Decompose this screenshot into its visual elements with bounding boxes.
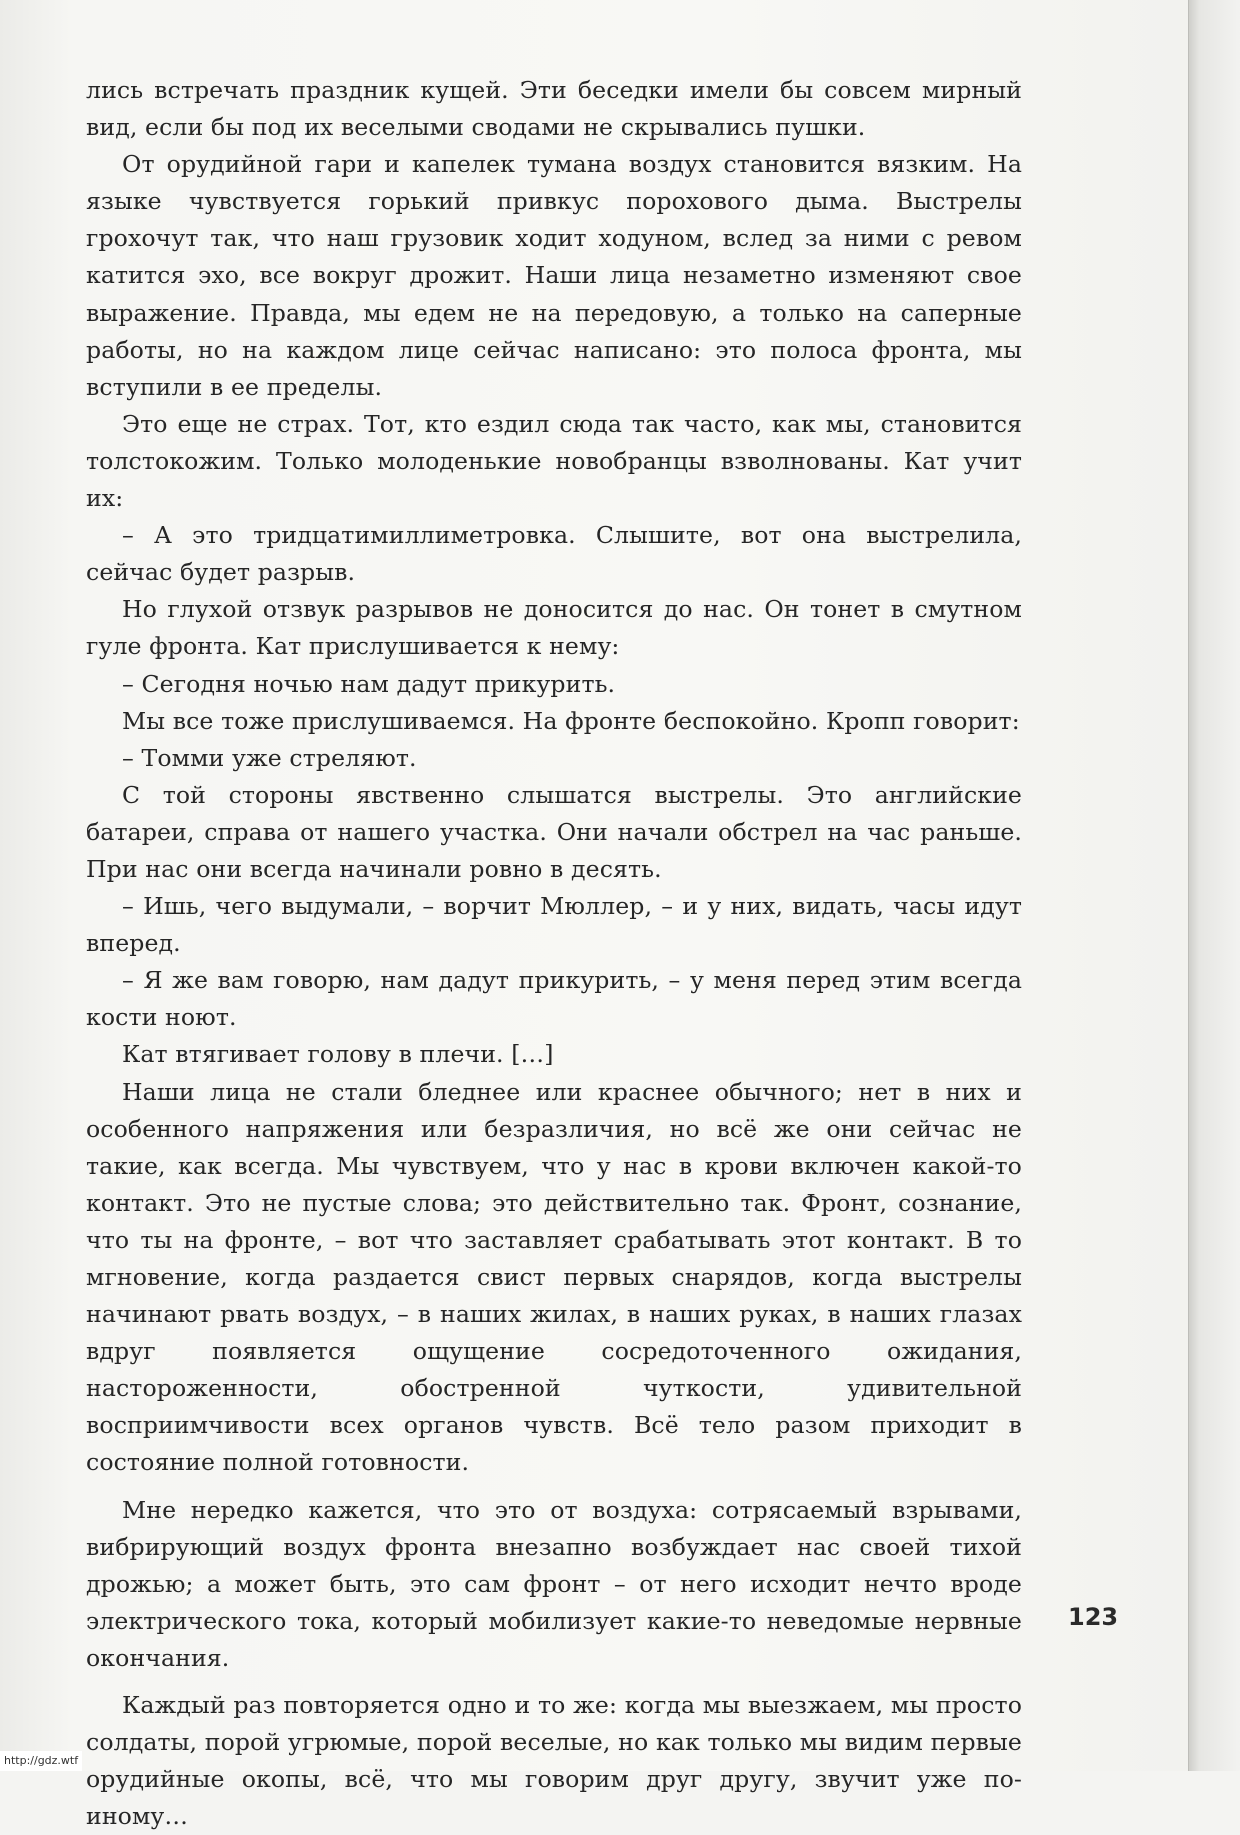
paragraph-9: С той стороны явственно слышатся выстрелы. Это английские батареи, справа от нашего участка. Они начали обстрел на час раньше. При нас они всегда начинали ровно в десять. [86,780,1022,883]
paragraph-3: Это еще не страх. Тот, кто ездил сюда так часто, как мы, становится толстокожим. Только молоденькие новобранцы взволнованы. Кат учит их: [86,409,1022,513]
paragraph-12: Кат втягивает голову в плечи. […] [122,1040,554,1069]
paragraph-2: От орудийной гари и капелек тумана воздух становится вязким. На языке чувствуется горький привкус порохового дыма. Выстрелы грохочут так, что наш грузовик ходит ходуном, вслед за ними с ревом катится эхо, все вокруг дрожит. Наши лица незаметно изменяют свое выражение. Правда, мы едем не на передовую, а только на саперные работы, но на каждом лице сейчас написано: это полоса фронта, мы вступили в ее пределы. [86,150,1022,401]
paragraph-14: Мне нередко кажется, что это от воздуха: сотрясаемый взрывами, вибрирующий воздух фронта внезапно возбуждает нас своей тихой дрожью; а может быть, это сам фронт – от него исходит нечто вроде электрического тока, который мобилизует какие-то неведомые нервные окончания. [86,1495,1022,1672]
paragraph-1: лись встречать праздник кущей. Эти беседки имели бы совсем мирный вид, если бы под их веселыми сводами не скрывались пушки. [86,76,1022,142]
page-number: 123 [1068,1603,1119,1631]
paragraph-8: – Томми уже стреляют. [122,743,417,772]
paragraph-4: – А это тридцатимиллиметровка. Слышите, вот она выстрелила, сейчас будет разрыв. [86,521,1022,587]
paragraph-11: – Я же вам говорю, нам дадут прикурить, – у меня перед этим всегда кости ноют. [86,966,1022,1032]
paragraph-7: Мы все тоже прислушиваемся. На фронте беспокойно. Кропп говорит: [122,706,1020,735]
paragraph-5: Но глухой отзвук разрывов не доносится до нас. Он тонет в смутном гуле фронта. Кат прислушивается к нему: [86,595,1022,661]
watermark-link[interactable]: http://gdz.wtf [0,1751,82,1771]
paragraph-10: – Ишь, чего выдумали, – ворчит Мюллер, – и у них, видать, часы идут вперед. [86,892,1022,958]
paragraph-15: Каждый раз повторяется одно и то же: когда мы выезжаем, мы просто солдаты, порой угрюмые, порой веселые, но как только мы видим первые орудийные окопы, всё, что мы говорим друг другу, звучит уже по-иному… [86,1691,1022,1831]
body-text [86,72,1022,1835]
paragraph-6: – Сегодня ночью нам дадут прикурить. [122,669,616,698]
page-edge [1188,0,1240,1771]
paragraph-13: Наши лица не стали бледнее или краснее обычного; нет в них и особенного напряжения или безразличия, но всё же они сейчас не такие, как всегда. Мы чувствуем, что у нас в крови включен какой-то контакт. Это не пустые слова; это действительно так. Фронт, сознание, что ты на фронте, – вот что заставляет срабатывать этот контакт. В то мгновение, когда раздается свист первых снарядов, когда выстрелы начинают рвать воздух, – в наших жилах, в наших руках, в наших глазах вдруг появляется ощущение сосредоточенного ожидания, настороженности, обостренной чуткости, удивительной восприимчивости всех органов чувств. Всё тело разом приходит в состояние полной готовности. [86,1077,1022,1477]
